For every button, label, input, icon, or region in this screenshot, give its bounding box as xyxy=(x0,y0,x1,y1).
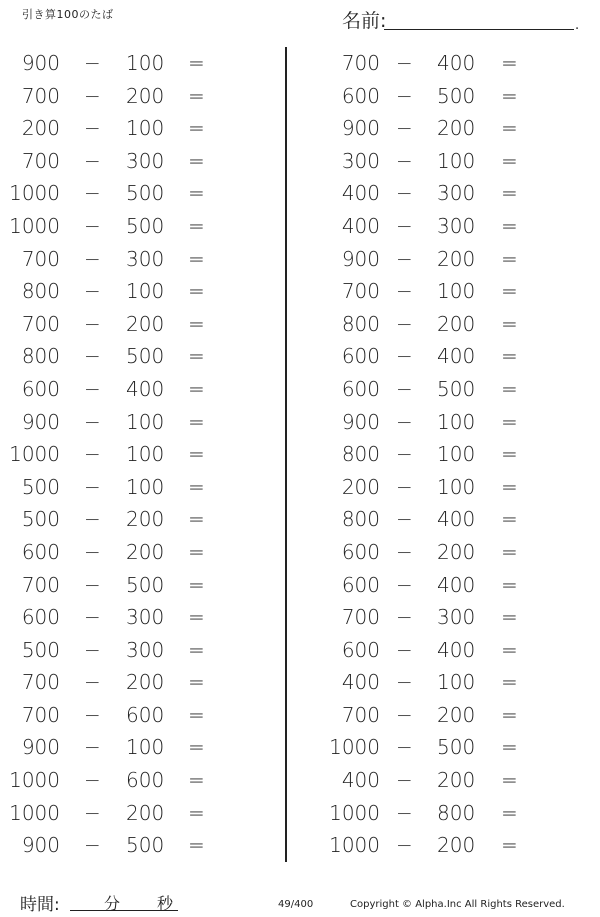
subtrahend: 200 xyxy=(126,670,165,695)
equals-sign: = xyxy=(188,735,205,760)
equals-sign: = xyxy=(188,539,205,564)
subtrahend: 100 xyxy=(437,442,476,467)
minus-sign: − xyxy=(84,605,101,630)
minus-sign: − xyxy=(84,768,101,793)
minuend: 400 xyxy=(341,670,380,695)
equals-sign: = xyxy=(188,572,205,597)
problem-row xyxy=(310,731,580,764)
minuend: 700 xyxy=(21,670,60,695)
minus-sign: − xyxy=(84,279,101,304)
minus-sign: − xyxy=(396,605,413,630)
minuend: 800 xyxy=(21,279,60,304)
problem-row xyxy=(310,503,580,536)
minuend: 700 xyxy=(341,279,380,304)
minus-sign: − xyxy=(396,507,413,532)
problem-row xyxy=(310,699,580,732)
minuend: 1000 xyxy=(329,735,380,760)
minuend: 700 xyxy=(341,605,380,630)
minuend: 900 xyxy=(21,833,60,858)
subtrahend: 500 xyxy=(126,833,165,858)
minus-sign: − xyxy=(396,833,413,858)
minus-sign: − xyxy=(396,181,413,206)
subtrahend: 300 xyxy=(437,181,476,206)
subtrahend: 100 xyxy=(126,51,165,75)
minus-sign: − xyxy=(84,213,101,238)
problem-row xyxy=(310,112,580,145)
subtrahend: 200 xyxy=(437,702,476,727)
problem-row xyxy=(0,797,270,830)
problem-row xyxy=(0,243,270,276)
minuend: 400 xyxy=(341,181,380,206)
subtrahend: 200 xyxy=(126,311,165,336)
subtrahend: 600 xyxy=(126,702,165,727)
problems-right-column xyxy=(310,47,580,862)
minus-sign: − xyxy=(84,181,101,206)
subtrahend: 500 xyxy=(126,344,165,369)
equals-sign: = xyxy=(188,768,205,793)
equals-sign: = xyxy=(188,376,205,401)
problem-row xyxy=(310,340,580,373)
equals-sign: = xyxy=(501,83,518,108)
problem-row xyxy=(0,536,270,569)
minuend: 1000 xyxy=(9,768,60,793)
equals-sign: = xyxy=(188,442,205,467)
minus-sign: − xyxy=(84,735,101,760)
equals-sign: = xyxy=(501,702,518,727)
problem-row xyxy=(0,340,270,373)
problem-row xyxy=(0,699,270,732)
minus-sign: − xyxy=(396,539,413,564)
subtrahend: 500 xyxy=(126,181,165,206)
problem-row xyxy=(310,80,580,113)
minuend: 600 xyxy=(341,539,380,564)
problem-row xyxy=(0,731,270,764)
equals-sign: = xyxy=(501,768,518,793)
minuend: 900 xyxy=(341,409,380,434)
minus-sign: − xyxy=(84,376,101,401)
minus-sign: − xyxy=(84,116,101,141)
minuend: 300 xyxy=(341,148,380,173)
problem-row xyxy=(310,373,580,406)
equals-sign: = xyxy=(501,670,518,695)
problem-row xyxy=(310,536,580,569)
minus-sign: − xyxy=(396,768,413,793)
subtrahend: 800 xyxy=(437,800,476,825)
subtrahend: 100 xyxy=(126,116,165,141)
equals-sign: = xyxy=(501,572,518,597)
minus-sign: − xyxy=(396,376,413,401)
subtrahend: 500 xyxy=(126,572,165,597)
minuend: 1000 xyxy=(9,800,60,825)
equals-sign: = xyxy=(501,735,518,760)
problem-row xyxy=(310,177,580,210)
equals-sign: = xyxy=(501,51,518,75)
minus-sign: − xyxy=(396,246,413,271)
subtrahend: 400 xyxy=(437,572,476,597)
minus-sign: − xyxy=(84,311,101,336)
subtrahend: 200 xyxy=(437,246,476,271)
equals-sign: = xyxy=(188,670,205,695)
equals-sign: = xyxy=(188,344,205,369)
minus-sign: − xyxy=(84,442,101,467)
minus-sign: − xyxy=(396,51,413,75)
subtrahend: 100 xyxy=(437,148,476,173)
equals-sign: = xyxy=(501,376,518,401)
subtrahend: 100 xyxy=(437,409,476,434)
subtrahend: 100 xyxy=(437,474,476,499)
problem-row xyxy=(0,177,270,210)
equals-sign: = xyxy=(501,637,518,662)
minus-sign: − xyxy=(396,637,413,662)
minuend: 600 xyxy=(341,83,380,108)
subtrahend: 300 xyxy=(126,148,165,173)
equals-sign: = xyxy=(188,83,205,108)
minus-sign: − xyxy=(396,409,413,434)
name-field xyxy=(342,6,582,33)
equals-sign: = xyxy=(501,181,518,206)
equals-sign: = xyxy=(501,833,518,858)
minus-sign: − xyxy=(396,279,413,304)
minuend: 1000 xyxy=(9,213,60,238)
problem-row xyxy=(310,406,580,439)
minuend: 900 xyxy=(341,116,380,141)
problem-row xyxy=(0,503,270,536)
subtrahend: 200 xyxy=(437,116,476,141)
worksheet-title: 引き算100のたば xyxy=(22,8,114,21)
subtrahend: 600 xyxy=(126,768,165,793)
equals-sign: = xyxy=(501,246,518,271)
subtrahend: 100 xyxy=(126,279,165,304)
problem-row xyxy=(0,634,270,667)
equals-sign: = xyxy=(501,148,518,173)
minus-sign: − xyxy=(84,474,101,499)
problem-row xyxy=(0,438,270,471)
minuend: 900 xyxy=(341,246,380,271)
subtrahend: 200 xyxy=(437,539,476,564)
equals-sign: = xyxy=(188,311,205,336)
equals-sign: = xyxy=(188,246,205,271)
equals-sign: = xyxy=(188,637,205,662)
problem-row xyxy=(310,275,580,308)
equals-sign: = xyxy=(188,409,205,434)
subtrahend: 200 xyxy=(126,800,165,825)
problem-row xyxy=(310,47,580,80)
equals-sign: = xyxy=(501,507,518,532)
minus-sign: − xyxy=(84,409,101,434)
subtrahend: 100 xyxy=(126,735,165,760)
minuend: 400 xyxy=(341,768,380,793)
minus-sign: − xyxy=(396,474,413,499)
minuend: 600 xyxy=(21,605,60,630)
minus-sign: − xyxy=(84,833,101,858)
minus-sign: − xyxy=(84,51,101,75)
minuend: 1000 xyxy=(9,181,60,206)
equals-sign: = xyxy=(188,702,205,727)
problem-row xyxy=(310,308,580,341)
subtrahend: 500 xyxy=(437,735,476,760)
minuend: 800 xyxy=(21,344,60,369)
minus-sign: − xyxy=(84,800,101,825)
problems-left-column xyxy=(0,47,270,862)
equals-sign: = xyxy=(501,800,518,825)
minuend: 600 xyxy=(341,572,380,597)
problem-row xyxy=(0,829,270,862)
minuend: 700 xyxy=(341,51,380,75)
problem-row xyxy=(0,569,270,602)
minutes-label: 分 xyxy=(104,894,121,913)
subtrahend: 100 xyxy=(437,670,476,695)
minuend: 700 xyxy=(341,702,380,727)
equals-sign: = xyxy=(501,474,518,499)
minuend: 900 xyxy=(21,51,60,75)
minuend: 600 xyxy=(341,344,380,369)
problem-row xyxy=(0,112,270,145)
subtrahend: 100 xyxy=(126,442,165,467)
equals-sign: = xyxy=(188,474,205,499)
problem-row xyxy=(0,80,270,113)
problem-row xyxy=(310,569,580,602)
problem-row xyxy=(310,829,580,862)
minuend: 900 xyxy=(21,409,60,434)
subtrahend: 400 xyxy=(126,376,165,401)
minuend: 600 xyxy=(21,376,60,401)
minuend: 700 xyxy=(21,246,60,271)
minuend: 600 xyxy=(341,637,380,662)
minuend: 1000 xyxy=(329,800,380,825)
minus-sign: − xyxy=(84,539,101,564)
minuend: 800 xyxy=(341,311,380,336)
equals-sign: = xyxy=(188,51,205,75)
name-end-mark: . xyxy=(575,18,580,33)
problem-row xyxy=(0,764,270,797)
subtrahend: 200 xyxy=(437,768,476,793)
subtrahend: 200 xyxy=(126,507,165,532)
subtrahend: 100 xyxy=(437,279,476,304)
equals-sign: = xyxy=(188,279,205,304)
equals-sign: = xyxy=(501,442,518,467)
minus-sign: − xyxy=(84,507,101,532)
page-number: 49/400 xyxy=(278,899,314,910)
equals-sign: = xyxy=(501,279,518,304)
subtrahend: 400 xyxy=(437,507,476,532)
copyright-notice: Copyright © Alpha.Inc All Rights Reserved. xyxy=(350,899,565,910)
equals-sign: = xyxy=(501,539,518,564)
minus-sign: − xyxy=(396,83,413,108)
equals-sign: = xyxy=(501,605,518,630)
seconds-label: 秒 xyxy=(157,894,174,913)
problem-row xyxy=(0,47,270,80)
minuend: 900 xyxy=(21,735,60,760)
minuend: 400 xyxy=(341,213,380,238)
subtrahend: 500 xyxy=(126,213,165,238)
minuend: 700 xyxy=(21,148,60,173)
minus-sign: − xyxy=(396,213,413,238)
minuend: 700 xyxy=(21,702,60,727)
minuend: 200 xyxy=(21,116,60,141)
problem-row xyxy=(0,406,270,439)
equals-sign: = xyxy=(188,116,205,141)
problem-row xyxy=(310,797,580,830)
minuend: 500 xyxy=(21,507,60,532)
minuend: 200 xyxy=(341,474,380,499)
minus-sign: − xyxy=(84,702,101,727)
problem-row xyxy=(310,210,580,243)
problem-row xyxy=(310,243,580,276)
minus-sign: − xyxy=(84,83,101,108)
subtrahend: 300 xyxy=(126,246,165,271)
problem-row xyxy=(0,601,270,634)
minus-sign: − xyxy=(84,572,101,597)
minuend: 600 xyxy=(341,376,380,401)
equals-sign: = xyxy=(188,800,205,825)
subtrahend: 500 xyxy=(437,83,476,108)
problem-row xyxy=(310,145,580,178)
name-label: 名前: xyxy=(342,10,387,32)
equals-sign: = xyxy=(501,311,518,336)
minuend: 700 xyxy=(21,572,60,597)
problem-row xyxy=(310,438,580,471)
equals-sign: = xyxy=(188,181,205,206)
problem-row xyxy=(310,764,580,797)
equals-sign: = xyxy=(188,833,205,858)
problem-row xyxy=(310,471,580,504)
minus-sign: − xyxy=(396,344,413,369)
subtrahend: 200 xyxy=(437,833,476,858)
subtrahend: 200 xyxy=(126,539,165,564)
equals-sign: = xyxy=(188,213,205,238)
problem-row xyxy=(0,145,270,178)
minuend: 800 xyxy=(341,507,380,532)
problem-row xyxy=(0,373,270,406)
minuend: 500 xyxy=(21,637,60,662)
minuend: 700 xyxy=(21,311,60,336)
problem-row xyxy=(0,666,270,699)
minus-sign: − xyxy=(396,702,413,727)
minus-sign: − xyxy=(84,670,101,695)
minus-sign: − xyxy=(84,637,101,662)
problem-row xyxy=(0,210,270,243)
subtrahend: 200 xyxy=(437,311,476,336)
name-underline xyxy=(384,29,574,30)
minus-sign: − xyxy=(396,442,413,467)
minuend: 500 xyxy=(21,474,60,499)
subtrahend: 300 xyxy=(126,605,165,630)
equals-sign: = xyxy=(501,116,518,141)
minus-sign: − xyxy=(396,148,413,173)
minus-sign: − xyxy=(396,735,413,760)
subtrahend: 300 xyxy=(437,605,476,630)
subtrahend: 100 xyxy=(126,474,165,499)
minus-sign: − xyxy=(396,800,413,825)
problem-row xyxy=(310,666,580,699)
subtrahend: 400 xyxy=(437,344,476,369)
equals-sign: = xyxy=(501,409,518,434)
minuend: 600 xyxy=(21,539,60,564)
column-divider xyxy=(285,47,287,862)
minus-sign: − xyxy=(396,670,413,695)
problem-row xyxy=(310,601,580,634)
minuend: 800 xyxy=(341,442,380,467)
subtrahend: 400 xyxy=(437,51,476,75)
problem-row xyxy=(0,275,270,308)
minus-sign: − xyxy=(84,148,101,173)
time-label: 時間: xyxy=(20,895,60,915)
problem-row xyxy=(0,308,270,341)
minus-sign: − xyxy=(84,344,101,369)
equals-sign: = xyxy=(188,605,205,630)
problem-row xyxy=(310,634,580,667)
minus-sign: − xyxy=(396,572,413,597)
equals-sign: = xyxy=(501,213,518,238)
equals-sign: = xyxy=(501,344,518,369)
equals-sign: = xyxy=(188,148,205,173)
minus-sign: − xyxy=(84,246,101,271)
subtrahend: 300 xyxy=(126,637,165,662)
subtrahend: 300 xyxy=(437,213,476,238)
subtrahend: 100 xyxy=(126,409,165,434)
problem-row xyxy=(0,471,270,504)
minuend: 1000 xyxy=(329,833,380,858)
minus-sign: − xyxy=(396,311,413,336)
subtrahend: 500 xyxy=(437,376,476,401)
equals-sign: = xyxy=(188,507,205,532)
subtrahend: 200 xyxy=(126,83,165,108)
minus-sign: − xyxy=(396,116,413,141)
subtrahend: 400 xyxy=(437,637,476,662)
minuend: 1000 xyxy=(9,442,60,467)
minuend: 700 xyxy=(21,83,60,108)
